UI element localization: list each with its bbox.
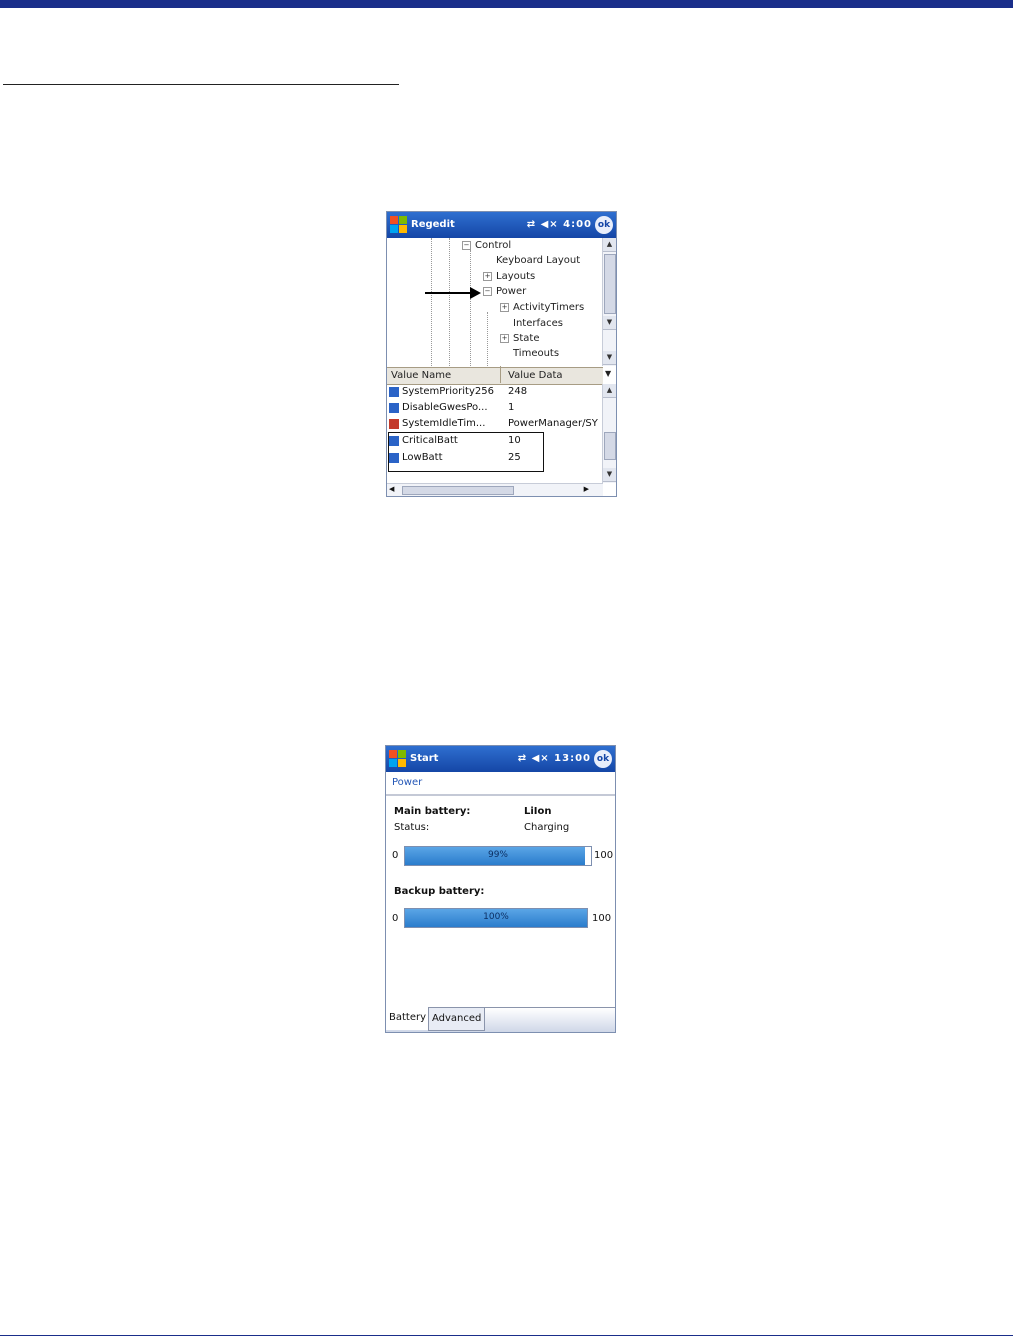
tree-guide <box>470 250 471 366</box>
main-battery-label: Main battery: <box>394 806 471 817</box>
scroll-up-icon[interactable]: ▲ <box>603 238 616 252</box>
battery-threshold-callout <box>388 432 544 472</box>
tab-strip <box>386 1007 615 1032</box>
node-icon <box>500 349 509 358</box>
list-item[interactable]: DisableGwesPo... 1 <box>387 400 603 416</box>
list-scrollbar[interactable] <box>602 384 616 483</box>
backup-battery-label: Backup battery: <box>394 886 485 897</box>
tree-item-state[interactable]: + State <box>501 333 540 344</box>
list-item[interactable]: CriticalBatt 10 <box>387 433 603 449</box>
status-label: Status: <box>394 822 430 833</box>
scroll-right-icon[interactable]: ▶ <box>583 485 589 493</box>
tree-guide <box>487 312 488 366</box>
start-flag-icon[interactable] <box>389 750 407 768</box>
footer-rule <box>0 1335 1013 1336</box>
scroll-thumb[interactable] <box>604 432 616 460</box>
scroll-up-icon[interactable]: ▲ <box>603 384 616 398</box>
list-horizontal-scrollbar[interactable] <box>387 483 603 496</box>
tree-guide <box>431 238 432 366</box>
tree-item-interfaces[interactable]: Interfaces <box>500 318 563 329</box>
main-battery-bar <box>404 846 592 866</box>
main-battery-type: LiIon <box>524 806 552 817</box>
tree-item-timeouts[interactable]: Timeouts <box>500 348 559 359</box>
column-value-data[interactable]: Value Data <box>508 370 563 381</box>
backup-battery-bar <box>404 908 588 928</box>
scroll-down-icon[interactable]: ▼ <box>603 351 616 365</box>
tree-item-keyboard-layout[interactable]: Keyboard Layout <box>483 255 580 266</box>
tree-scrollbar[interactable] <box>602 238 616 366</box>
power-screenshot <box>385 745 616 1033</box>
expand-icon[interactable]: + <box>501 302 508 311</box>
regedit-title-bar <box>387 212 616 238</box>
dword-value-icon <box>389 387 399 397</box>
tab-battery[interactable]: Battery <box>386 1007 430 1030</box>
main-battery-percent: 99% <box>487 850 508 860</box>
chevron-down-icon[interactable]: ▼ <box>605 369 612 378</box>
node-icon <box>500 319 509 328</box>
header-divider <box>500 366 501 383</box>
expand-icon[interactable]: + <box>484 271 491 280</box>
status-icons[interactable]: ⇄ ◀× 4:00 <box>526 219 592 230</box>
arrow-head-icon <box>470 287 481 299</box>
scroll-down-icon[interactable]: ▼ <box>603 316 616 330</box>
heading-rule <box>3 84 399 85</box>
arrow-icon <box>425 292 475 294</box>
dword-value-icon <box>389 403 399 413</box>
column-value-name[interactable]: Value Name <box>391 370 452 381</box>
scroll-thumb[interactable] <box>402 486 514 495</box>
list-item[interactable]: SystemIdleTim... PowerManager/SY <box>387 416 603 432</box>
list-item[interactable]: LowBatt 25 <box>387 450 603 466</box>
backup-max-label: 100 <box>592 913 612 924</box>
start-flag-icon[interactable] <box>390 216 408 234</box>
regedit-title: Regedit <box>411 219 455 230</box>
string-value-icon <box>389 419 399 429</box>
ok-button[interactable]: ok <box>595 216 613 234</box>
tree-guide <box>449 238 450 366</box>
backup-battery-percent: 100% <box>483 912 509 922</box>
tree-item-power[interactable]: − Power <box>484 286 527 297</box>
list-item[interactable]: SystemPriority256 248 <box>387 384 603 400</box>
status-icons[interactable]: ⇄ ◀× 13:00 <box>517 753 591 764</box>
main-min-label: 0 <box>392 850 399 861</box>
expand-icon[interactable]: + <box>501 333 508 342</box>
registry-tree <box>387 238 603 366</box>
tab-advanced[interactable]: Advanced <box>428 1007 485 1031</box>
tree-item-control[interactable]: − Control <box>463 240 512 251</box>
tree-item-activity-timers[interactable]: + ActivityTimers <box>501 302 585 313</box>
scroll-thumb[interactable] <box>604 254 616 314</box>
status-value: Charging <box>524 822 570 833</box>
power-title: Start <box>410 753 439 764</box>
backup-min-label: 0 <box>392 913 399 924</box>
power-header <box>386 772 615 796</box>
main-max-label: 100 <box>594 850 614 861</box>
top-banner <box>0 0 1013 8</box>
power-title-bar <box>386 746 615 772</box>
scroll-down-icon[interactable]: ▼ <box>603 468 616 482</box>
collapse-icon[interactable]: − <box>463 240 470 249</box>
tree-item-layouts[interactable]: + Layouts <box>484 271 536 282</box>
node-icon <box>483 256 492 265</box>
ok-button[interactable]: ok <box>594 750 612 768</box>
value-list-header <box>387 367 612 385</box>
page-title: Power <box>392 777 423 788</box>
collapse-icon[interactable]: − <box>484 286 491 295</box>
scroll-left-icon[interactable]: ◀ <box>389 485 395 493</box>
